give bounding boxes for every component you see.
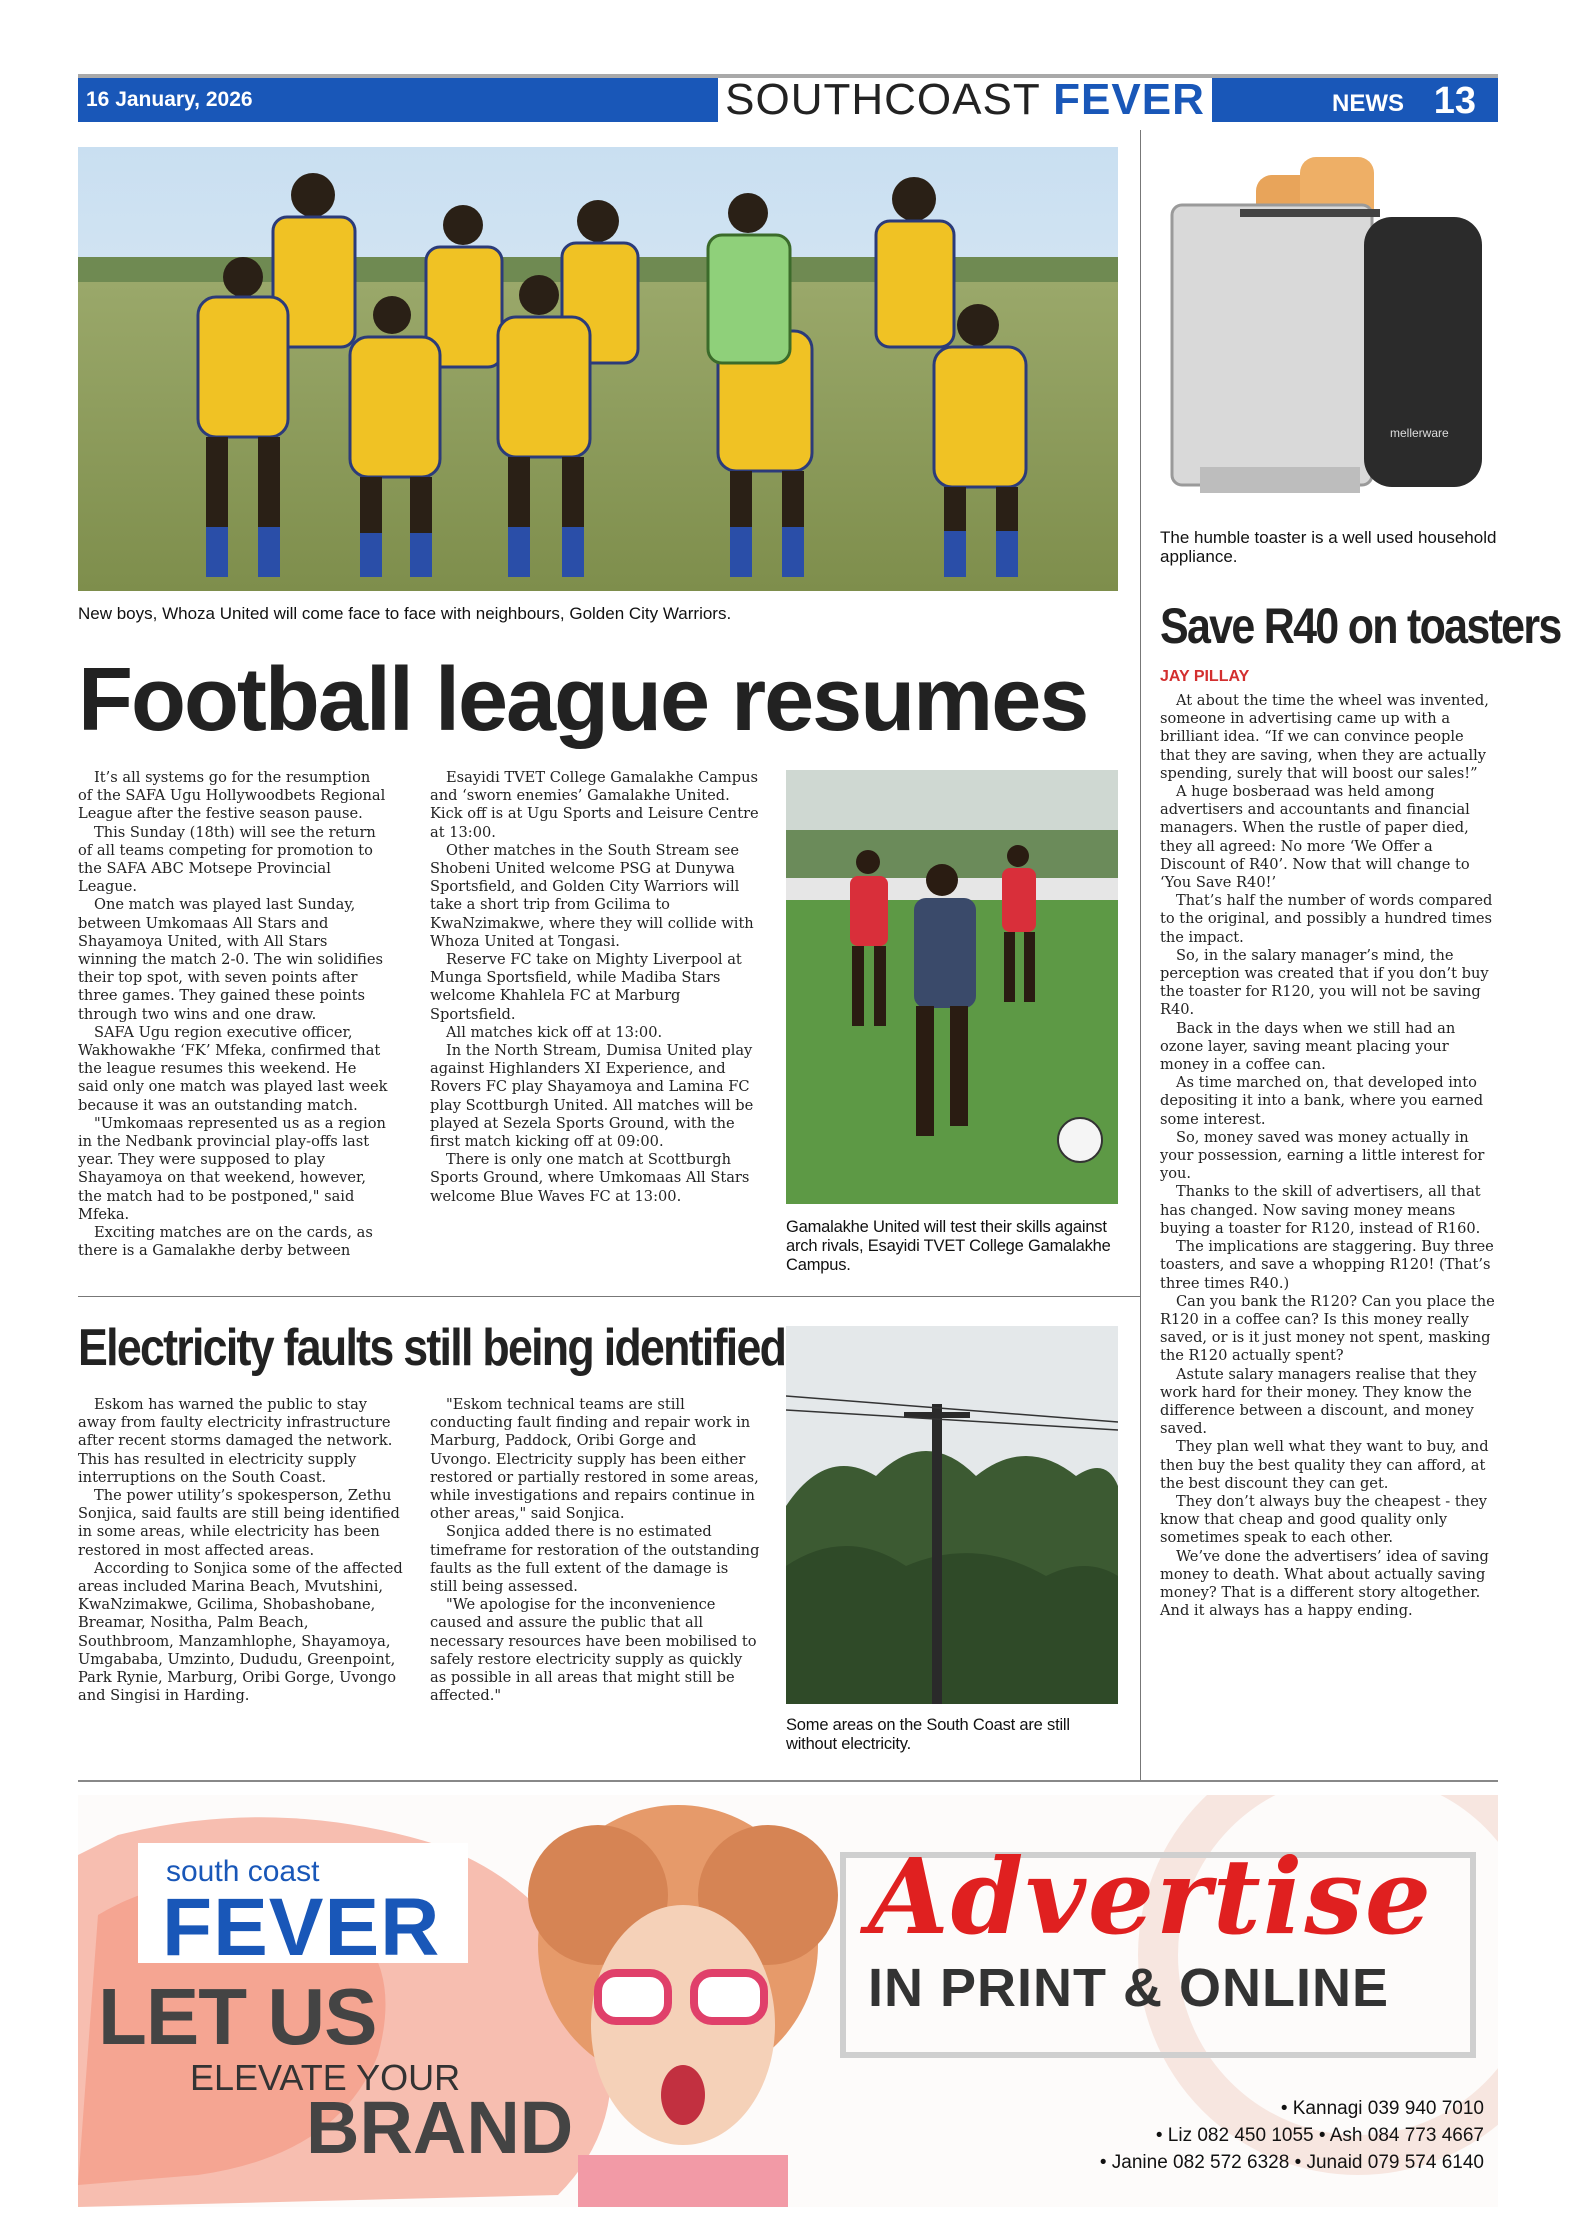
- issue-date: 16 January, 2026: [78, 78, 718, 122]
- team-photo-caption: New boys, Whoza United will come face to face with neighbours, Golden City Warriors.: [78, 604, 732, 623]
- ad-advertise: Advertise: [868, 1835, 1434, 1958]
- electricity-headline: Electricity faults still being identified: [78, 1319, 786, 1377]
- toaster-para: At about the time the wheel was invented, someone in advertising came up with a brilliant idea. “If we can convince people that they are saving, when they are actually spending, surely that will boost our sales!”: [1160, 692, 1489, 782]
- football-para: SAFA Ugu region executive officer, Wakhowakhe ‘FK’ Mfeka, confirmed that the league resumes this weekend. He said only one match was played last week because it was an outstanding match.: [78, 1023, 388, 1114]
- power-pole-photo: [786, 1326, 1118, 1704]
- toaster-para: They don’t always buy the cheapest - they know that cheap and good quality only sometimes speak to each other.: [1160, 1492, 1488, 1547]
- toaster-para: We’ve done the advertisers’ idea of saving money to death. What about actually saving money? That is a different story altogether. And it always has a happy ending.: [1160, 1547, 1489, 1620]
- ad-brand-word: BRAND: [306, 2086, 574, 2169]
- paper-name: [720, 74, 1210, 126]
- toaster-para: As time marched on, that developed into depositing it into a bank, where you earned some interest.: [1160, 1074, 1484, 1128]
- football-para: In the North Stream, Dumisa United play against Highlanders XI Experience, and Rovers FC play Shayamoya and Lamina FC play Scottburgh United. All matches will be played at Sezela Sports Ground, with the first match kicking off at 09:00.: [430, 1042, 754, 1151]
- football-para: There is only one match at Scottburgh Sports Ground, where Umkomaas All Stars welcome Blue Waves FC at 13:00.: [430, 1151, 750, 1205]
- section-name: NEWS: [1332, 90, 1404, 117]
- toaster-para: So, in the salary manager’s mind, the perception was created that if you don’t buy the toaster for R120, you will not be saving R40.: [1160, 946, 1489, 1019]
- ad-contact-line: • Liz 082 450 1055 • Ash 084 773 4667: [1155, 2125, 1484, 2146]
- match-photo: [786, 770, 1118, 1204]
- football-col-1: [78, 769, 388, 1260]
- electricity-col-1: [78, 1396, 408, 1705]
- ad-print-online: IN PRINT & ONLINE: [868, 1958, 1390, 2018]
- toaster-para: The implications are staggering. Buy three toasters, and save a whopping R120! (That’s three times R40.): [1160, 1238, 1494, 1292]
- column-divider: [1140, 130, 1141, 1780]
- toaster-photo: [1160, 147, 1498, 517]
- paper-name-light: SOUTHCOAST: [725, 75, 1054, 124]
- toaster-para: A huge bosberaad was held among advertisers and accountants and financial managers. When the rustle of paper died, they all agreed: No more ‘We Offer a Discount of R40’. Now that will change to ‘You Save R40!’: [1160, 783, 1470, 892]
- page-number: 13: [1433, 80, 1476, 122]
- football-para: One match was played last Sunday, between Umkomaas All Stars and Shayamoya United, with All Stars winning the match 2-0. The win solidifies their top spot, with seven points after three games. They gained these points through two wins and one draw.: [78, 896, 384, 1023]
- ad-contact-line: • Janine 082 572 6328 • Junaid 079 574 6140: [1099, 2152, 1484, 2173]
- toaster-headline: Save R40 on toasters: [1160, 598, 1561, 654]
- ad-brand-big: FEVER: [162, 1882, 441, 1973]
- toaster-photo-caption: The humble toaster is a well used household appliance.: [1160, 528, 1497, 566]
- ad-let-us: LET US: [98, 1972, 377, 2061]
- electricity-para: Eskom has warned the public to stay away from faulty electricity infrastructure after recent storms damaged the network. This has resulted in electricity supply interruptions on the South Coast.: [78, 1396, 393, 1486]
- football-para: Reserve FC take on Mighty Liverpool at Munga Sportsfield, while Madiba Stars welcome Khahlela FC at Marburg Sportsfield.: [430, 951, 742, 1023]
- team-photo: [78, 147, 1118, 591]
- football-para: It’s all systems go for the resumption of the SAFA Ugu Hollywoodbets Regional League after the festive season pause.: [78, 769, 386, 823]
- bottom-rule: [78, 1780, 1498, 1782]
- electricity-para: The power utility’s spokesperson, Zethu Sonjica, said faults are still being identified in some areas, while electricity has been restored in most affected areas.: [78, 1487, 400, 1559]
- football-para: "Umkomaas represented us as a region in the Nedbank provincial play-offs last year. They were supposed to play Shayamoya on that weekend, however, the match had to be postponed," said Mfeka.: [78, 1114, 386, 1223]
- football-col-2: [430, 769, 760, 1206]
- electricity-para: According to Sonjica some of the affected areas included Marina Beach, Mvutshini, KwaNzimakwe, Gcilima, Shobashobane, Breamar, Nositha, Palm Beach, Southbroom, Manzamhlophe, Shayamoya, Umgababa, Umzinto, Dududu, Greenpoint, Park Rynie, Marburg, Oribi Gorge, Uvongo and Singisi in Harding.: [78, 1559, 403, 1705]
- toaster-para: They plan well what they want to buy, and then buy the best quality they can afford, at the best discount they can get.: [1160, 1438, 1489, 1492]
- toaster-brand-mark: mellerware: [1390, 426, 1449, 440]
- power-pole-photo-caption: Some areas on the South Coast are still without electricity.: [786, 1716, 1070, 1753]
- electricity-para: "We apologise for the inconvenience caused and assure the public that all necessary resources have been mobilised to safely restore electricity supply as quickly as possible in all areas that might still be affected.": [430, 1596, 757, 1705]
- electricity-para: Sonjica added there is no estimated timeframe for restoration of the outstanding faults as the full extent of the damage is still being assessed.: [430, 1523, 760, 1596]
- ad-contacts: [1100, 2095, 1484, 2176]
- advertisement: [78, 1795, 1498, 2207]
- football-para: Other matches in the South Stream see Shobeni United welcome PSG at Dunywa Sportsfield, and Golden City Warriors will take a short trip from Gcilima to KwaNzimakwe, where they will collide with Whoza United at Tongasi.: [430, 841, 754, 950]
- toaster-para: Back in the days when we still had an ozone layer, saving meant placing your money in a coffee can.: [1160, 1019, 1456, 1074]
- section-bar: [1212, 78, 1498, 122]
- toaster-para: Astute salary managers realise that they work hard for their money. They know the difference between a discount, and money saved.: [1160, 1365, 1477, 1438]
- football-para: This Sunday (18th) will see the return of all teams competing for promotion to the SAFA ABC Motsepe Provincial League.: [78, 823, 376, 896]
- football-para: All matches kick off at 13:00.: [446, 1023, 663, 1041]
- ad-elevate: ELEVATE YOUR: [190, 2057, 461, 2098]
- toaster-byline: JAY PILLAY: [1160, 668, 1250, 685]
- electricity-col-2: [430, 1396, 760, 1705]
- ad-contact-line: • Kannagi 039 940 7010: [1280, 2098, 1484, 2119]
- toaster-para: That’s half the number of words compared to the original, and possibly a hundred times the impact.: [1160, 892, 1493, 946]
- toaster-para: Thanks to the skill of advertisers, all that has changed. Now saving money means buying a toaster for R120, instead of R160.: [1160, 1183, 1481, 1237]
- story-divider: [78, 1296, 1140, 1297]
- paper-name-bold: FEVER: [1053, 75, 1205, 124]
- football-para: Exciting matches are on the cards, as there is a Gamalakhe derby between: [78, 1224, 373, 1260]
- football-para: Esayidi TVET College Gamalakhe Campus and ‘sworn enemies’ Gamalakhe United. Kick off is at Ugu Sports and Leisure Centre at 13:00.: [430, 769, 759, 841]
- football-headline: Football league resumes: [78, 650, 1088, 750]
- match-photo-caption: Gamalakhe United will test their skills against arch rivals, Esayidi TVET College Gamalakhe Campus.: [786, 1218, 1111, 1274]
- toaster-para: So, money saved was money actually in your possession, earning a little interest for you.: [1160, 1128, 1485, 1183]
- toaster-body: [1160, 692, 1498, 1620]
- ad-brand-small: south coast: [166, 1855, 320, 1888]
- toaster-para: Can you bank the R120? Can you place the R120 in a coffee can? Is this money really saved, or is it just money not spent, masking the R120 actually spent?: [1160, 1292, 1495, 1365]
- electricity-para: "Eskom technical teams are still conducting fault finding and repair work in Marburg, Paddock, Oribi Gorge and Uvongo. Electricity supply has been either restored or partially restored in some areas, while investigations and repairs continue in other areas," said Sonjica.: [430, 1396, 759, 1523]
